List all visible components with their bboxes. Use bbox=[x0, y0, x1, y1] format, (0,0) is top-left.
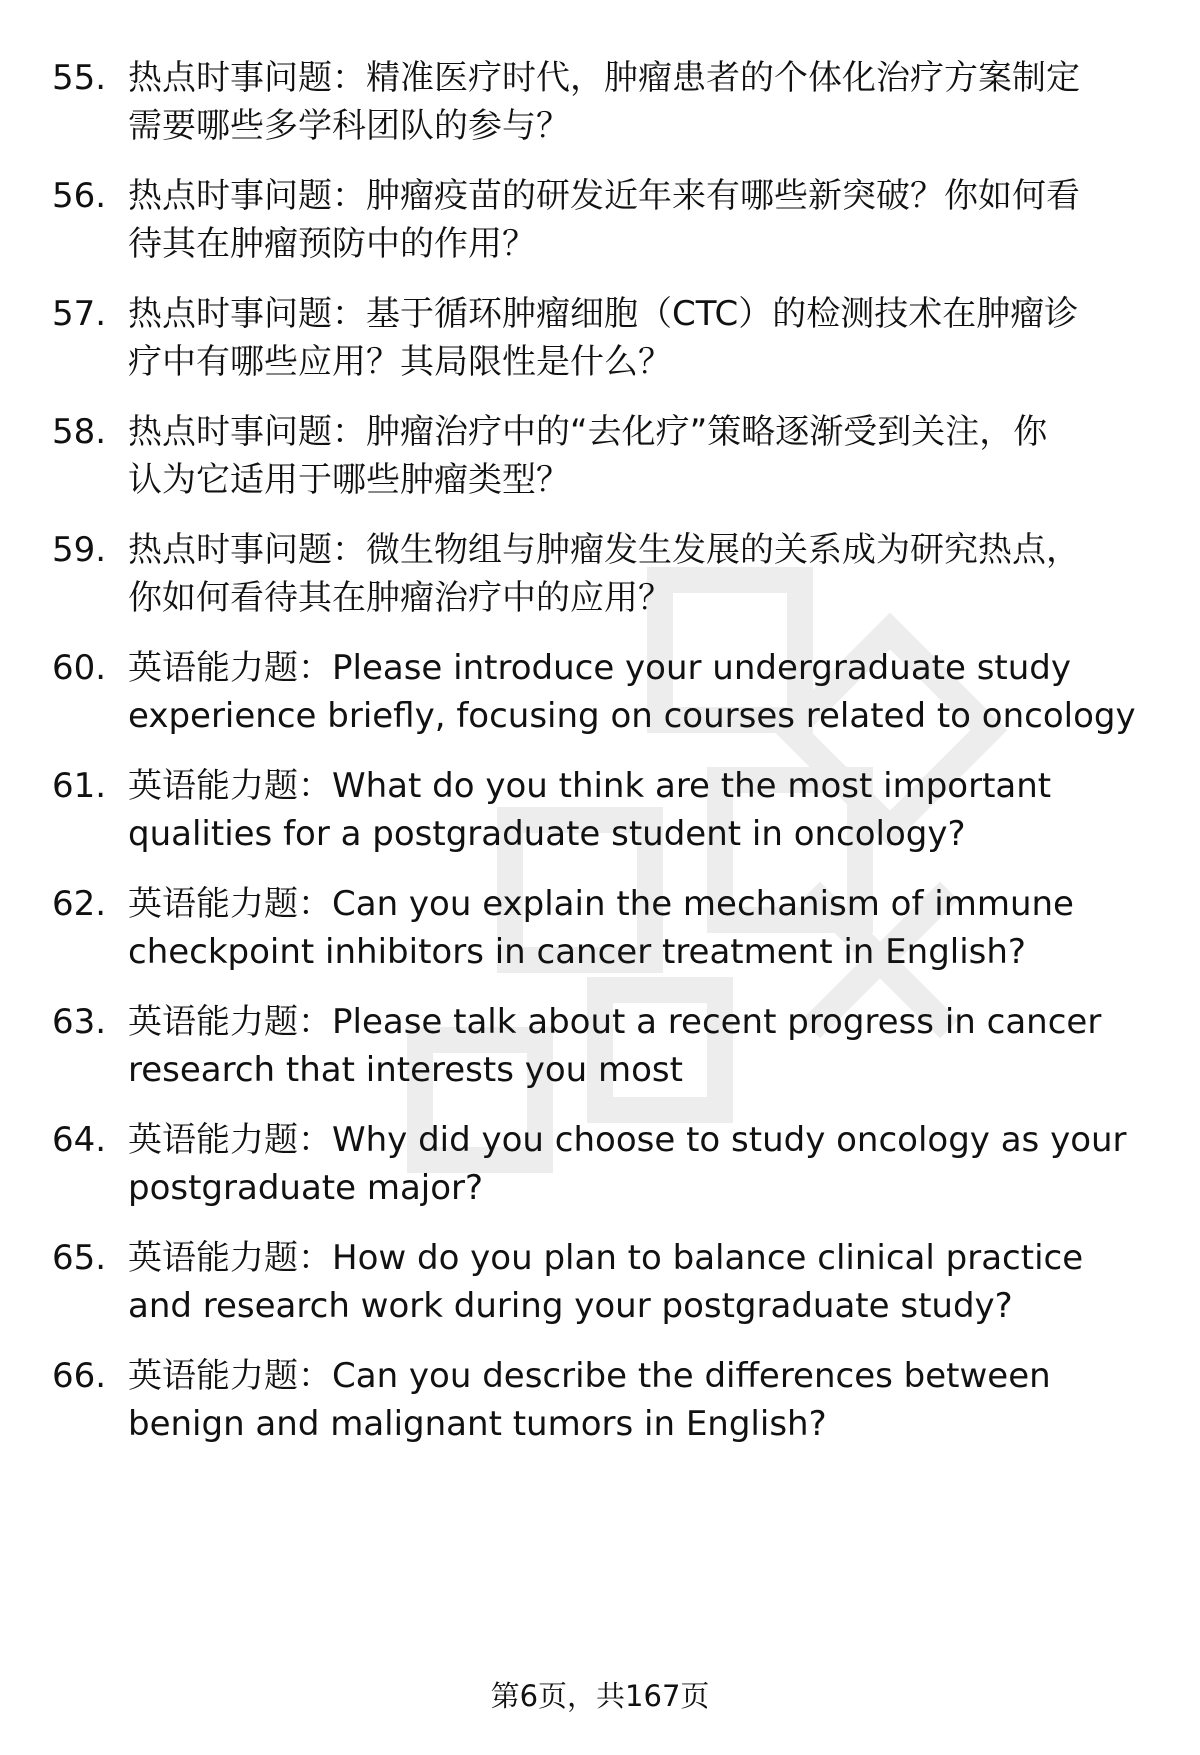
question-text-line: qualities for a postgraduate student in oncology? bbox=[128, 814, 966, 854]
question-number: 58. bbox=[52, 412, 107, 452]
question-text-line: 认为它适用于哪些肿瘤类型？ bbox=[128, 460, 570, 500]
question-number: 66. bbox=[52, 1356, 107, 1396]
question-item bbox=[0, 172, 1200, 282]
question-text-line: 待其在肿瘤预防中的作用？ bbox=[128, 224, 536, 264]
question-number: 61. bbox=[52, 766, 107, 806]
question-text-line: experience briefly, focusing on courses related to oncology bbox=[128, 696, 1136, 736]
question-number: 64. bbox=[52, 1120, 107, 1160]
question-text-line: 热点时事问题：精准医疗时代，肿瘤患者的个体化治疗方案制定 bbox=[128, 58, 1080, 98]
question-number: 63. bbox=[52, 1002, 107, 1042]
question-item bbox=[0, 1234, 1200, 1344]
question-item bbox=[0, 998, 1200, 1108]
question-number: 55. bbox=[52, 58, 107, 98]
question-text-line: 英语能力题：How do you plan to balance clinical practice bbox=[128, 1238, 1084, 1278]
question-text-line: 英语能力题：Can you describe the differences between bbox=[128, 1356, 1051, 1396]
question-item bbox=[0, 526, 1200, 636]
question-number: 59. bbox=[52, 530, 107, 570]
question-text-line: 英语能力题：Please introduce your undergraduate study bbox=[128, 648, 1072, 688]
question-number: 60. bbox=[52, 648, 107, 688]
question-number: 62. bbox=[52, 884, 107, 924]
question-item bbox=[0, 1352, 1200, 1462]
question-number: 56. bbox=[52, 176, 107, 216]
question-item bbox=[0, 290, 1200, 400]
question-number: 65. bbox=[52, 1238, 107, 1278]
question-text-line: research that interests you most bbox=[128, 1050, 683, 1090]
question-text-line: 你如何看待其在肿瘤治疗中的应用？ bbox=[128, 578, 672, 618]
question-text-line: and research work during your postgraduate study? bbox=[128, 1286, 1013, 1326]
question-text-line: postgraduate major? bbox=[128, 1168, 484, 1208]
question-text-line: 热点时事问题：肿瘤疫苗的研发近年来有哪些新突破？你如何看 bbox=[128, 176, 1080, 216]
question-text-line: 英语能力题：What do you think are the most important bbox=[128, 766, 1052, 806]
question-text-line: 英语能力题：Please talk about a recent progress in cancer bbox=[128, 1002, 1102, 1042]
question-text-line: 疗中有哪些应用？其局限性是什么？ bbox=[128, 342, 672, 382]
question-text-line: 热点时事问题：肿瘤治疗中的“去化疗”策略逐渐受到关注，你 bbox=[128, 412, 1048, 452]
question-item bbox=[0, 644, 1200, 754]
question-text-line: 英语能力题：Why did you choose to study oncology as your bbox=[128, 1120, 1127, 1160]
question-text-line: checkpoint inhibitors in cancer treatment in English? bbox=[128, 932, 1026, 972]
question-text-line: benign and malignant tumors in English? bbox=[128, 1404, 827, 1444]
question-number: 57. bbox=[52, 294, 107, 334]
question-text-line: 热点时事问题：基于循环肿瘤细胞（CTC）的检测技术在肿瘤诊 bbox=[128, 294, 1079, 334]
question-text-line: 热点时事问题：微生物组与肿瘤发生发展的关系成为研究热点， bbox=[128, 530, 1080, 570]
question-item bbox=[0, 762, 1200, 872]
question-text-line: 英语能力题：Can you explain the mechanism of immune bbox=[128, 884, 1074, 924]
question-item bbox=[0, 408, 1200, 518]
question-item bbox=[0, 1116, 1200, 1226]
question-item bbox=[0, 880, 1200, 990]
question-item bbox=[0, 54, 1200, 164]
page-number: 第6页，共167页 bbox=[490, 1679, 710, 1713]
question-text-line: 需要哪些多学科团队的参与？ bbox=[128, 106, 570, 146]
